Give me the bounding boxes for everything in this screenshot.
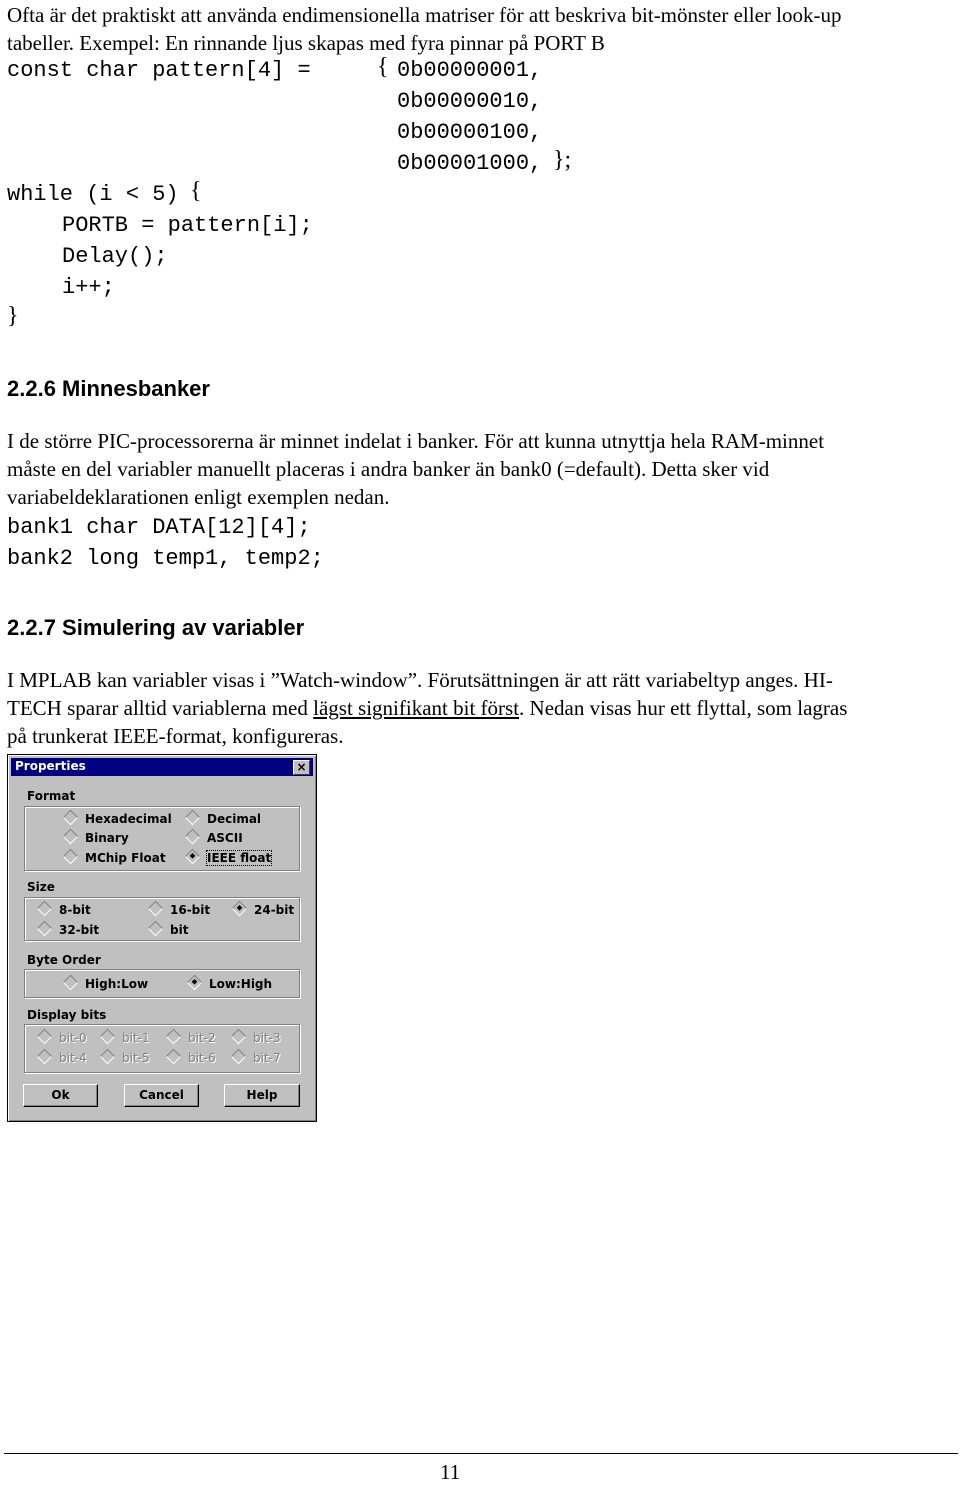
size-group-label: Size — [27, 880, 55, 894]
section-heading-minnesbanker: 2.2.6 Minnesbanker — [7, 376, 210, 401]
format-decimal-radio[interactable]: Decimal — [187, 812, 261, 826]
radio-icon — [100, 1029, 116, 1045]
radio-icon — [185, 829, 201, 845]
format-mchip-float-radio[interactable]: MChip Float — [65, 851, 166, 865]
cancel-button[interactable]: Cancel — [124, 1084, 199, 1107]
radio-icon — [63, 975, 79, 991]
page-number: 11 — [440, 1460, 461, 1484]
format-ieee-float-radio[interactable]: IEEE float — [187, 851, 271, 865]
section2-para-line-2b: . Nedan visas hur ett flyttal, som lagras — [519, 696, 848, 720]
bit-5-checkbox[interactable]: bit-5 — [102, 1051, 150, 1065]
size-bit-radio[interactable]: bit — [150, 923, 188, 937]
bit-4-checkbox[interactable]: bit-4 — [39, 1051, 87, 1065]
code-decl: const char pattern[4] = — [7, 58, 311, 83]
size-8bit-radio[interactable]: 8-bit — [39, 903, 91, 917]
radio-icon — [63, 849, 79, 865]
byteorder-lowhigh-radio[interactable]: Low:High — [189, 977, 272, 991]
code-value-2: 0b00000010, — [397, 89, 543, 114]
displaybits-group-label: Display bits — [27, 1008, 107, 1022]
format-binary-radio[interactable]: Binary — [65, 831, 129, 845]
code-while: while (i < 5) — [7, 182, 179, 207]
code-bank1: bank1 char DATA[12][4]; — [7, 515, 311, 540]
code-value-4: 0b00001000, — [397, 151, 543, 176]
code-open-brace: { — [377, 54, 389, 80]
format-hexadecimal-radio[interactable]: Hexadecimal — [65, 812, 172, 826]
section2-para-line-2 — [7, 694, 847, 722]
radio-icon — [148, 901, 164, 917]
radio-icon — [37, 921, 53, 937]
radio-icon — [37, 1029, 53, 1045]
dialog-titlebar — [11, 758, 313, 776]
code-stmt-1: PORTB = pattern[i]; — [62, 213, 313, 238]
section1-para-line-3: variabeldeklarationen enligt exemplen nedan. — [7, 485, 390, 509]
section2-para-line-2a: TECH sparar alltid variablerna med — [7, 696, 314, 720]
format-ascii-radio[interactable]: ASCII — [187, 831, 243, 845]
radio-icon — [231, 1029, 247, 1045]
bit-2-checkbox[interactable]: bit-2 — [168, 1031, 216, 1045]
section2-para-line-1: I MPLAB kan variabler visas i ”Watch-window”. Förutsättningen är att rätt variabeltyp anges. HI- — [7, 668, 833, 692]
section1-para-line-1: I de större PIC-processorerna är minnet indelat i banker. För att kunna utnyttja hela RAM-minnet — [7, 429, 825, 453]
byteorder-highlow-radio[interactable]: High:Low — [65, 977, 148, 991]
radio-icon — [63, 829, 79, 845]
code-value-1: 0b00000001, — [397, 58, 543, 83]
section2-para-line-3: på trunkerat IEEE-format, konfigureras. — [7, 724, 344, 748]
radio-selected-icon — [185, 849, 201, 865]
radio-icon — [231, 1049, 247, 1065]
code-while-brace: { — [190, 178, 202, 204]
radio-icon — [185, 810, 201, 826]
code-value-3: 0b00000100, — [397, 120, 543, 145]
code-bank2: bank2 long temp1, temp2; — [7, 546, 324, 571]
radio-icon — [166, 1029, 182, 1045]
code-end-brace: } — [7, 303, 19, 329]
help-button[interactable]: Help — [224, 1084, 300, 1107]
radio-icon — [100, 1049, 116, 1065]
bit-1-checkbox[interactable]: bit-1 — [102, 1031, 150, 1045]
bit-3-checkbox[interactable]: bit-3 — [233, 1031, 281, 1045]
size-24bit-radio[interactable]: 24-bit — [234, 903, 294, 917]
radio-icon — [37, 901, 53, 917]
close-button[interactable]: × — [293, 760, 310, 775]
underlined-phrase: lägst signifikant bit först — [313, 696, 520, 720]
size-16bit-radio[interactable]: 16-bit — [150, 903, 210, 917]
intro-line-1: Ofta är det praktiskt att använda endimensionella matriser för att beskriva bit-mönster eller look-up — [7, 3, 842, 27]
section-heading-simulering: 2.2.7 Simulering av variabler — [7, 615, 305, 640]
size-32bit-radio[interactable]: 32-bit — [39, 923, 99, 937]
code-stmt-2: Delay(); — [62, 244, 168, 269]
radio-icon — [37, 1049, 53, 1065]
bit-6-checkbox[interactable]: bit-6 — [168, 1051, 216, 1065]
section1-para-line-2: måste en del variabler manuellt placeras i andra banker än bank0 (=default). Detta sker vid — [7, 457, 770, 481]
radio-icon — [166, 1049, 182, 1065]
dialog-title: Properties — [15, 759, 86, 773]
footer-rule — [4, 1453, 958, 1454]
format-group-label: Format — [27, 789, 76, 803]
code-close-brace: }; — [553, 147, 572, 173]
properties-dialog — [7, 754, 317, 1122]
intro-line-2: tabeller. Exempel: En rinnande ljus skapas med fyra pinnar på PORT B — [7, 31, 605, 55]
bit-0-checkbox[interactable]: bit-0 — [39, 1031, 87, 1045]
radio-icon — [148, 921, 164, 937]
radio-selected-icon — [187, 975, 203, 991]
bit-7-checkbox[interactable]: bit-7 — [233, 1051, 281, 1065]
code-stmt-3: i++; — [62, 275, 115, 300]
radio-icon — [63, 810, 79, 826]
radio-selected-icon — [232, 901, 248, 917]
byteorder-group-label: Byte Order — [27, 953, 101, 967]
ok-button[interactable]: Ok — [23, 1084, 98, 1107]
